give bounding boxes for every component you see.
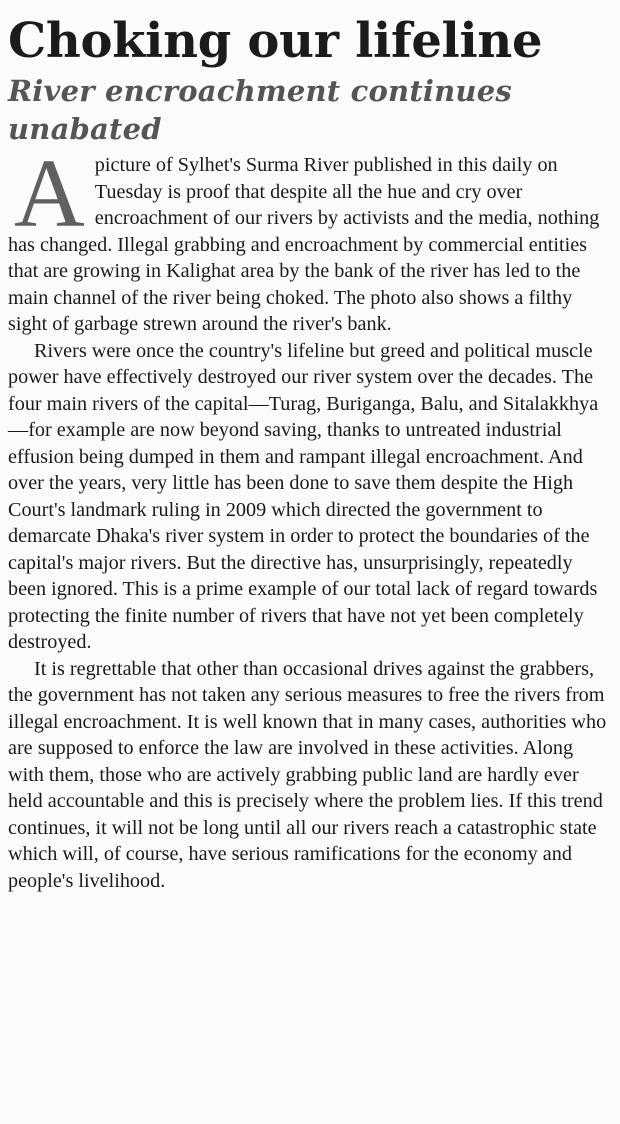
paragraph-3: It is regrettable that other than occasional drives against the grabbers, the government has not taken any serious measures to free the rivers from illegal encroachment. It is well known that in many cases, authorities who are supposed to enforce the law are involved in these activities. Along with them, those who are actively grabbing public land are hardly ever held accountable and this is precisely where the problem lies. If this trend continues, it will not be long until all our rivers reach a catastrophic state which will, of course, have serious ramifications for the economy and people's livelihood. bbox=[8, 657, 607, 892]
drop-cap: A bbox=[14, 140, 85, 248]
paragraph-1 bbox=[8, 140, 608, 338]
subhead: River encroachment continues unabated bbox=[8, 74, 512, 146]
article-body bbox=[8, 140, 608, 894]
headline: Choking our lifeline bbox=[8, 13, 543, 69]
paragraph-2: Rivers were once the country's lifeline but greed and political muscle power have effectively destroyed our river system over the decades. The four main rivers of the capital—Turag, Buriganga, Balu, and Sitalakkhya—for example are now beyond saving, thanks to untreated industrial effusion being dumped in them and rampant illegal encroachment. And over the years, very little has been done to save them despite the High Court's landmark ruling in 2009 which directed the government to demarcate Dhaka's river system in order to protect the boundaries of the capital's major rivers. But the directive has, unsurprisingly, repeatedly been ignored. This is a prime example of our total lack of regard towards protecting the finite number of rivers that have not yet been completely destroyed. bbox=[8, 339, 599, 653]
paragraph-1-text: picture of Sylhet's Surma River published in this daily on Tuesday is proof that despite all the hue and cry over encroachment of our rivers by activists and the media, nothing has changed. Illegal grabbing and encroachment by commercial entities that are growing in Kalighat area by the bank of the river has led to the main channel of the river being choked. The photo also shows a filthy sight of garbage strewn around the river's bank. bbox=[8, 154, 600, 335]
